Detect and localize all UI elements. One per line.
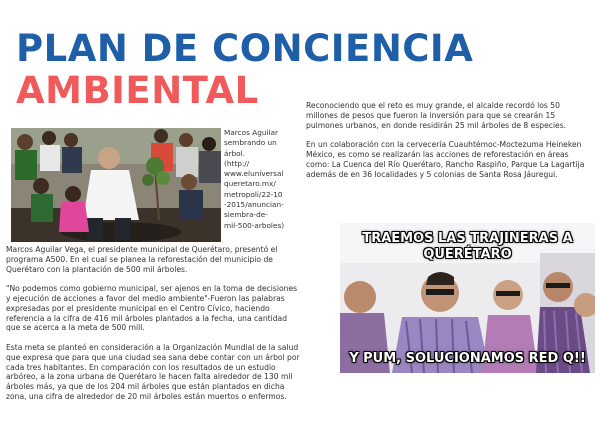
photo-caption-line: queretaro.mx/: [224, 179, 276, 189]
body-paragraph: Esta meta se planteó en consideración a la Organización Mundial de la salud que expresa que para que una ciudad sea sana debe contar con un árbol por cada tres habitantes. En comparación con los resultados de un estudio arbóreo, a la zona urbana de Querétaro le hacen falta alrededor de 130 mil árboles más, ya que de los 204 mil árboles que están plantados en dicha zona, una cifra de alrededor de 20 mil árboles están muertos o enfermos.: [6, 342, 300, 401]
photo-caption-line: metropoli/22-10: [224, 189, 283, 199]
body-paragraph: En un colaboración con la cervecería Cuauhtémoc-Moctezuma Heineken México, es como se realizarán las acciones de reforestación en áreas como: La Cuenca del Río Querétaro, Rancho Raspiño, Parque La Lagartija además de en 36 localidades y 5 colonias de Santa Rosa Jáuregui.: [306, 140, 585, 179]
body-paragraph: "No podemos como gobierno municipal, ser ajenos en la toma de decisiones y ejecución de acciones a favor del medio ambiente"-Fueron las palabras expresadas por el presidente municipal en el Centro Cívico, haciendo referencia a la cifra de 416 mil árboles plantados a la fecha, una cantidad que se acerca a la meta de 500 mill.: [6, 284, 298, 333]
photo-caption-line: www.eluniversal: [224, 169, 284, 179]
tree-planting-photo: [11, 128, 221, 242]
right-column: [306, 101, 594, 189]
left-column: [6, 245, 300, 412]
photo-caption-line: -2015/anuncian-: [224, 200, 284, 210]
photo-caption-line: sembrando un: [224, 138, 277, 148]
meme-top-text-line2: QUERÉTARO: [423, 247, 512, 262]
photo-caption-line: (http://: [224, 158, 250, 168]
body-paragraph: Reconociendo que el reto es muy grande, el alcalde recordó los 50 millones de pesos que fueron la inversión para que se crearán 15 pulmones urbanos, en donde residirán 25 mil árboles de 8 especies.: [306, 101, 567, 130]
photo-caption: [224, 128, 300, 231]
meme-top-text-line1: TRAEMOS LAS TRAJINERAS A: [362, 231, 573, 246]
body-paragraph: Marcos Aguilar Vega, el presidente municipal de Querétaro, presentó el programa A500. En el cual se planea la reforestación del municipio de Querétaro con la plantación de 500 mil árboles.: [6, 245, 278, 274]
photo-caption-line: Marcos Aguilar: [224, 128, 278, 137]
meme-bottom-text: Y PUM, SOLUCIONAMOS RED Q!!: [349, 351, 586, 366]
photo-caption-line: árbol.: [224, 148, 245, 158]
meme-image: [340, 223, 595, 373]
photo-caption-line: mil-500-arboles): [224, 220, 285, 230]
article-title-line1: PLAN DE CONCIENCIA: [16, 27, 474, 70]
article-title-line2: AMBIENTAL: [16, 69, 259, 112]
photo-caption-line: siembra-de-: [224, 210, 268, 220]
